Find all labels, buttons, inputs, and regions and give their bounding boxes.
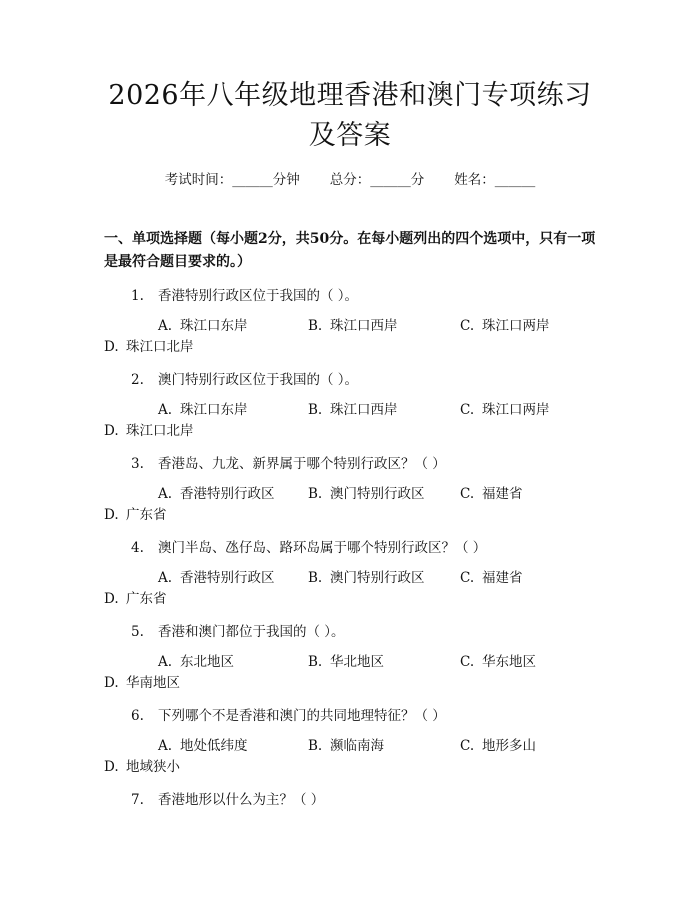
option-b: B. 华北地区: [308, 654, 384, 670]
question-number: 1.: [131, 288, 144, 304]
option-b: B. 珠江口西岸: [308, 318, 398, 334]
option-d: D. 珠江口北岸: [104, 339, 194, 355]
question-stem: [131, 368, 358, 388]
option-a: A. 香港特别行政区: [158, 570, 275, 586]
question-text: 澳门特别行政区位于我国的（ ）。: [158, 372, 359, 388]
option-d: D. 广东省: [104, 507, 167, 523]
question-stem: [131, 620, 345, 640]
question-number: 5.: [131, 624, 144, 640]
option-a: A. 珠江口东岸: [158, 318, 248, 334]
question-number: 3.: [131, 456, 144, 472]
option-b: B. 濒临南海: [308, 738, 384, 754]
question-text: 香港和澳门都位于我国的（ ）。: [158, 624, 345, 640]
question-text: 香港特别行政区位于我国的（ ）。: [158, 288, 359, 304]
question-stem: [131, 284, 358, 304]
question-text: 下列哪个不是香港和澳门的共同地理特征？（ ）: [158, 708, 446, 724]
question-number: 7.: [131, 792, 144, 808]
page-title: 2026年八年级地理香港和澳门专项练习及答案: [108, 80, 592, 151]
option-c: C. 珠江口两岸: [460, 318, 550, 334]
exam-time-field: 考试时间：______分钟: [164, 172, 300, 188]
option-b: B. 澳门特别行政区: [308, 570, 425, 586]
option-a: A. 地处低纬度: [158, 738, 248, 754]
exam-meta: [0, 168, 700, 188]
option-d: D. 广东省: [104, 591, 167, 607]
option-d: D. 华南地区: [104, 675, 180, 691]
question-stem: [131, 704, 446, 724]
option-c: C. 珠江口两岸: [460, 402, 550, 418]
option-d: D. 珠江口北岸: [104, 423, 194, 439]
option-c: C. 华东地区: [460, 654, 536, 670]
question-text: 澳门半岛、氹仔岛、路环岛属于哪个特别行政区？（ ）: [158, 540, 487, 556]
option-a: A. 珠江口东岸: [158, 402, 248, 418]
question-number: 2.: [131, 372, 144, 388]
total-score-field: 总分：______分: [329, 172, 425, 188]
option-b: B. 澳门特别行政区: [308, 486, 425, 502]
option-d: D. 地域狭小: [104, 759, 180, 775]
question-stem: [131, 536, 486, 556]
question-text: 香港地形以什么为主？（ ）: [158, 792, 325, 808]
student-name-field: 姓名：______: [454, 172, 536, 188]
option-a: A. 香港特别行政区: [158, 486, 275, 502]
option-c: C. 福建省: [460, 486, 523, 502]
question-stem: [131, 452, 446, 472]
question-stem: [131, 788, 324, 808]
question-number: 6.: [131, 708, 144, 724]
section-heading: 一、单项选择题（每小题2分，共50分。在每小题列出的四个选项中，只有一项是最符合题目要求的。）: [104, 231, 596, 270]
option-c: C. 福建省: [460, 570, 523, 586]
option-a: A. 东北地区: [158, 654, 234, 670]
question-text: 香港岛、九龙、新界属于哪个特别行政区？（ ）: [158, 456, 446, 472]
question-number: 4.: [131, 540, 144, 556]
option-c: C. 地形多山: [460, 738, 536, 754]
option-b: B. 珠江口西岸: [308, 402, 398, 418]
